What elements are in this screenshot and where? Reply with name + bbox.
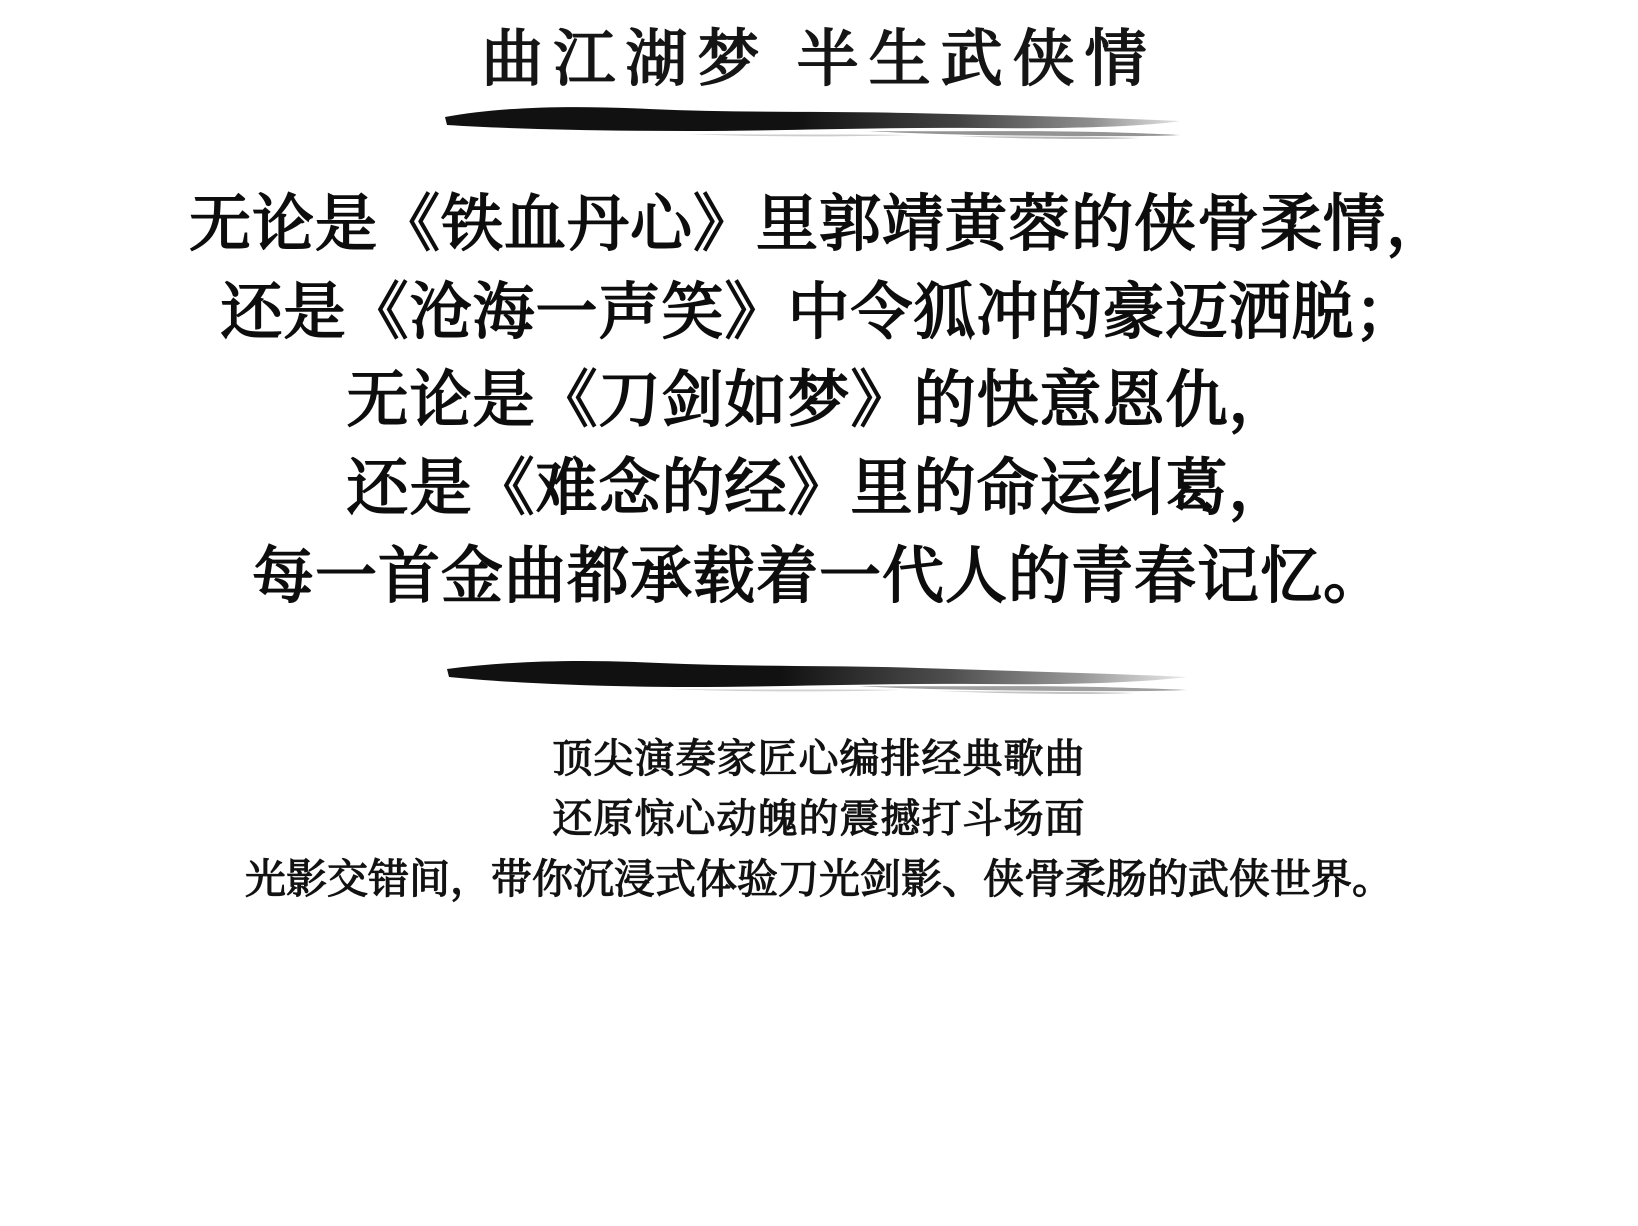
footer-line: 还原惊心动魄的震撼打斗场面: [552, 797, 1086, 842]
verse-block: [0, 181, 1638, 621]
verse-line: 还是《难念的经》里的命运纠葛，: [346, 454, 1292, 524]
ink-brush-stroke-top: [439, 101, 1199, 147]
footer-line: 光影交错间，带你沉浸式体验刀光剑影、侠骨柔肠的武侠世界。: [245, 856, 1393, 903]
verse-line: 无论是《刀剑如梦》的快意恩仇，: [346, 366, 1292, 436]
footer-block: [0, 729, 1638, 911]
verse-line: 每一首金曲都承载着一代人的青春记忆。: [251, 542, 1386, 612]
footer-line: 顶尖演奏家匠心编排经典歌曲: [552, 737, 1086, 782]
page-title: 曲江湖梦 半生武侠情: [481, 25, 1157, 94]
ink-brush-stroke-bottom: [439, 655, 1199, 701]
verse-line: 无论是《铁血丹心》里郭靖黄蓉的侠骨柔情，: [188, 190, 1449, 260]
verse-line: 还是《沧海一声笑》中令狐冲的豪迈洒脱；: [220, 278, 1418, 348]
